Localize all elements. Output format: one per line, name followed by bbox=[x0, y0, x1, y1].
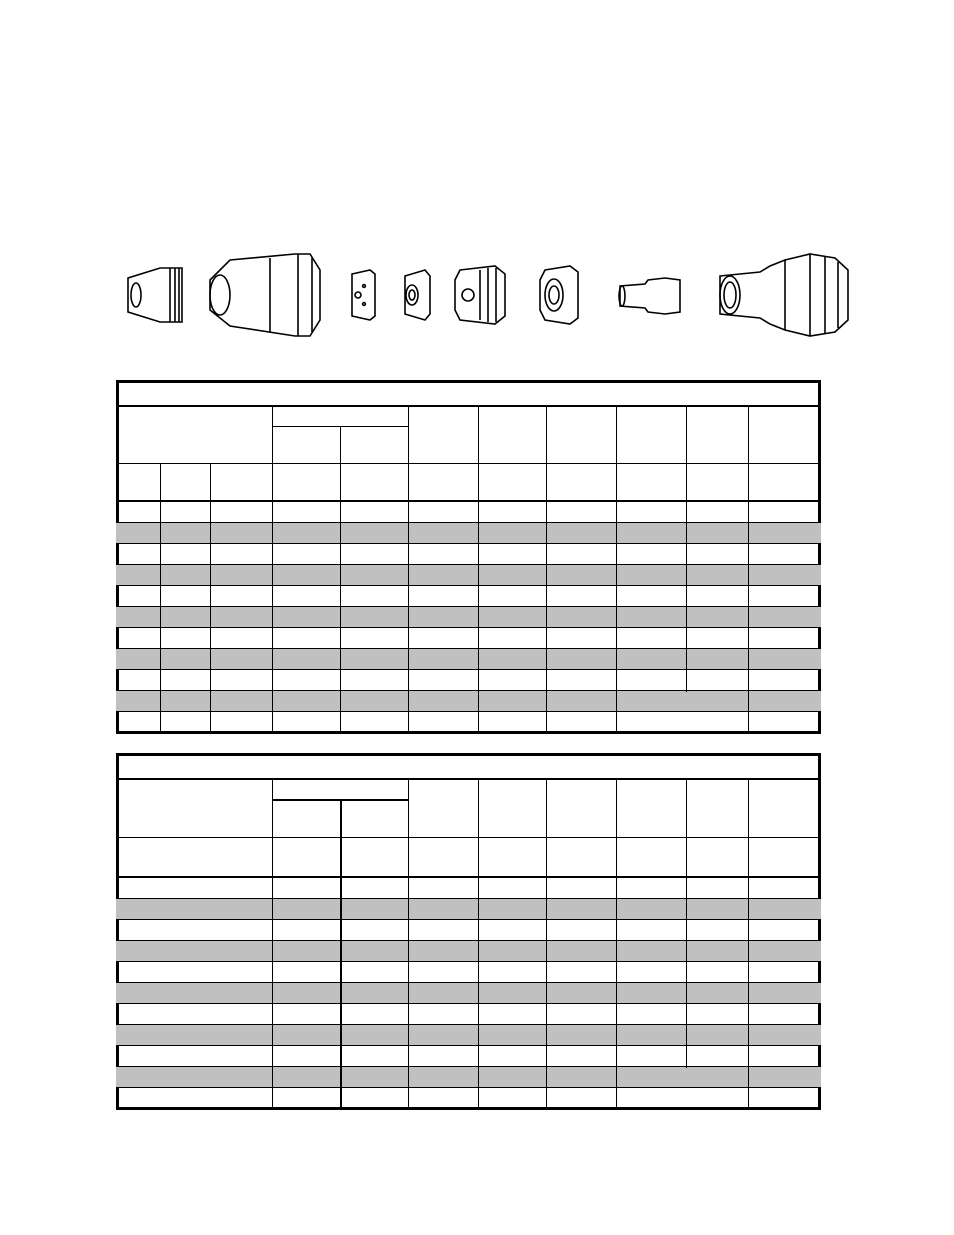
table-header-rule bbox=[116, 463, 821, 464]
table-column-rule bbox=[340, 426, 341, 734]
consumables-table-2 bbox=[116, 753, 821, 1110]
table-row-shade bbox=[116, 982, 821, 1003]
table-2-caption bbox=[116, 753, 821, 779]
table-row-shade bbox=[116, 522, 821, 543]
table-header-rule bbox=[116, 876, 821, 878]
table-row-rule bbox=[116, 1087, 821, 1088]
table-row-rule bbox=[116, 564, 821, 565]
table-row-rule bbox=[116, 940, 821, 941]
table-header-cell bbox=[686, 406, 748, 463]
table-row-shade bbox=[116, 648, 821, 669]
table-column-rule bbox=[340, 799, 342, 1110]
table-header-cell bbox=[408, 406, 478, 463]
table-row-rule bbox=[116, 648, 821, 649]
table-row-rule bbox=[116, 669, 821, 670]
table-row-rule bbox=[116, 1024, 821, 1025]
table-row-shade bbox=[116, 1066, 821, 1087]
table-row-rule bbox=[116, 1045, 821, 1046]
table-column-rule bbox=[272, 406, 273, 734]
consumables-illustration bbox=[120, 240, 860, 350]
table-row-shade bbox=[116, 606, 821, 627]
table-header-cell bbox=[686, 779, 748, 837]
shield-icon bbox=[352, 270, 375, 320]
table-row-rule bbox=[116, 606, 821, 607]
table-header-rule bbox=[116, 837, 821, 838]
table-row-shade bbox=[116, 940, 821, 961]
table-row-rule bbox=[116, 522, 821, 523]
table-header-cell bbox=[408, 779, 478, 837]
table-row-rule bbox=[116, 711, 821, 712]
table-row-shade bbox=[116, 690, 821, 711]
table-row-rule bbox=[116, 961, 821, 962]
table-row-rule bbox=[116, 982, 821, 983]
table-header-cell bbox=[478, 406, 546, 463]
shield-cap-icon bbox=[128, 268, 182, 322]
table-header-cell bbox=[616, 779, 686, 837]
table-row-rule bbox=[116, 1066, 821, 1067]
table-header-cell bbox=[272, 406, 408, 426]
retaining-cap-icon bbox=[210, 254, 320, 336]
table-header-cell bbox=[478, 779, 546, 837]
electrode-holder-icon bbox=[540, 266, 578, 324]
table-header-cell bbox=[748, 406, 821, 463]
torch-body-icon bbox=[720, 254, 848, 336]
table-1-caption bbox=[116, 380, 821, 406]
table-column-rule bbox=[210, 463, 211, 734]
table-header-cell bbox=[272, 779, 408, 799]
table-row-rule bbox=[116, 585, 821, 586]
electrode-icon bbox=[619, 278, 680, 314]
table-row-rule bbox=[116, 627, 821, 628]
consumables-table-1 bbox=[116, 380, 821, 734]
nozzle-icon bbox=[405, 270, 430, 320]
table-row-shade bbox=[116, 898, 821, 919]
table-column-rule bbox=[160, 463, 161, 734]
table-row-rule bbox=[116, 690, 821, 691]
table-header-cell bbox=[748, 779, 821, 837]
table-row-rule bbox=[116, 1003, 821, 1004]
swirl-ring-icon bbox=[455, 266, 505, 324]
table-row-rule bbox=[116, 919, 821, 920]
table-header-cell bbox=[546, 779, 616, 837]
table-header-cell bbox=[116, 779, 272, 837]
table-row-rule bbox=[116, 898, 821, 899]
table-header-rule bbox=[116, 500, 821, 502]
table-row-rule bbox=[116, 543, 821, 544]
table-row-shade bbox=[116, 564, 821, 585]
table-row-shade bbox=[116, 1024, 821, 1045]
table-header-cell bbox=[116, 406, 272, 463]
table-header-cell bbox=[616, 406, 686, 463]
table-column-rule bbox=[272, 779, 273, 1110]
table-header-cell bbox=[546, 406, 616, 463]
